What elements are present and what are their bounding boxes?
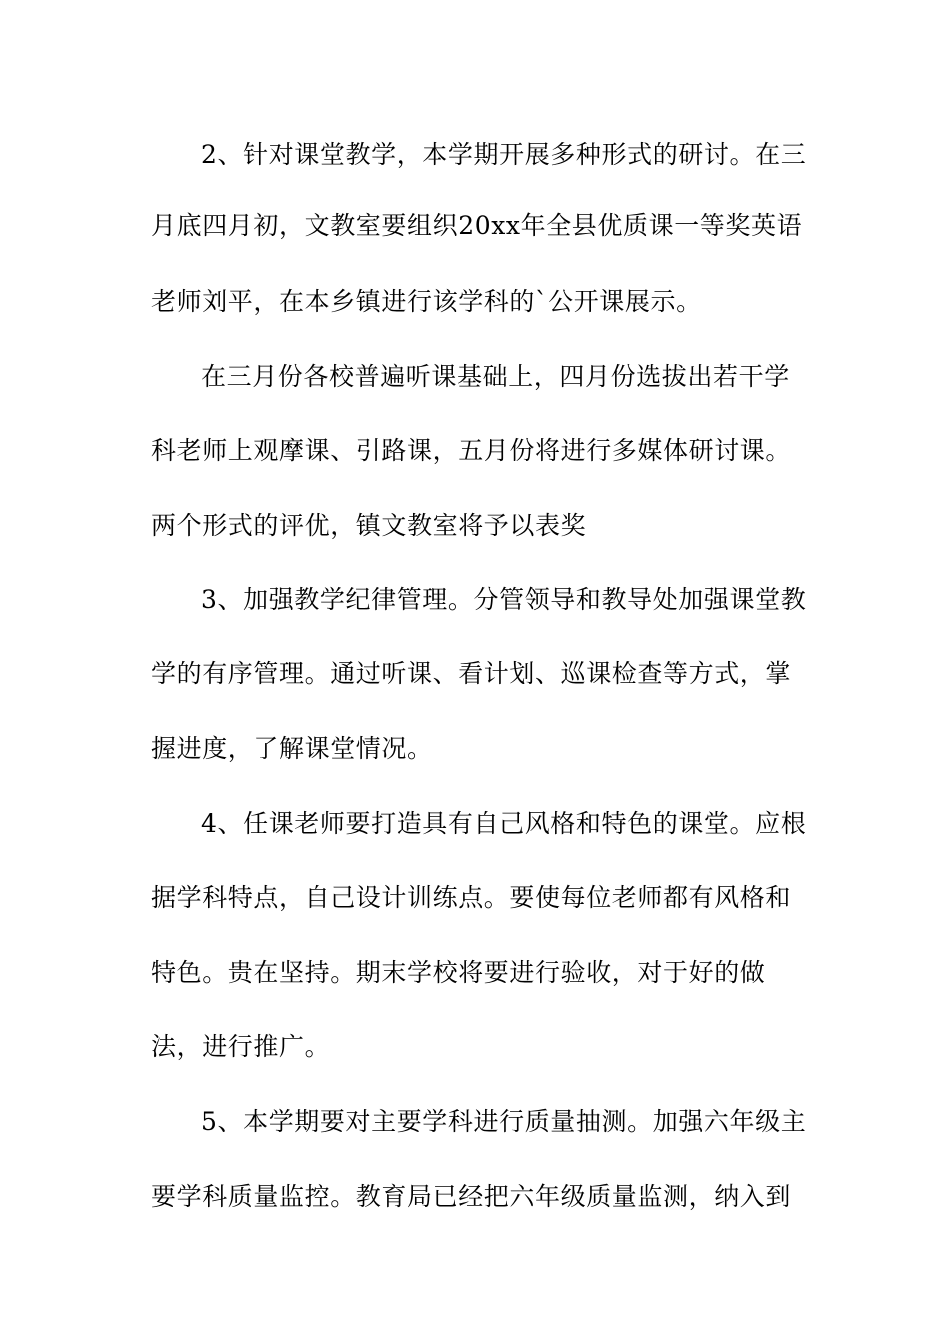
paragraph-5-line-2: 要学科质量监控。教育局已经把六年级质量监测，纳入到 [151,1182,792,1211]
paragraph-4-line-2: 据学科特点，自己设计训练点。要使每位老师都有风格和 [151,883,792,912]
paragraph-4-line-4: 法，进行推广。 [151,1032,331,1061]
paragraph-3-line-1: 3、加强教学纪律管理。分管领导和教导处加强课堂教 [201,585,807,614]
paragraph-2-line-2: 月底四月初，文教室要组织20xx年全县优质课一等奖英语 [151,211,803,240]
paragraph-3-line-3: 握进度，了解课堂情况。 [151,734,433,763]
paragraph-2-line-1: 2、针对课堂教学，本学期开展多种形式的研讨。在三 [201,140,807,169]
paragraph-2-line-3: 老师刘平，在本乡镇进行该学科的`公开课展示。 [151,287,702,316]
paragraph-4-line-1: 4、任课老师要打造具有自己风格和特色的课堂。应根 [201,809,807,838]
paragraph-5-line-1: 5、本学期要对主要学科进行质量抽测。加强六年级主 [201,1107,807,1136]
paragraph-plain-line-1: 在三月份各校普遍听课基础上，四月份选拔出若干学 [201,362,790,391]
paragraph-plain-line-3: 两个形式的评优，镇文教室将予以表奖 [151,511,587,540]
paragraph-4-line-3: 特色。贵在坚持。期末学校将要进行验收，对于好的做 [151,958,766,987]
paragraph-plain-line-2: 科老师上观摩课、引路课，五月份将进行多媒体研讨课。 [151,436,792,465]
paragraph-3-line-2: 学的有序管理。通过听课、看计划、巡课检查等方式，掌 [151,659,792,688]
